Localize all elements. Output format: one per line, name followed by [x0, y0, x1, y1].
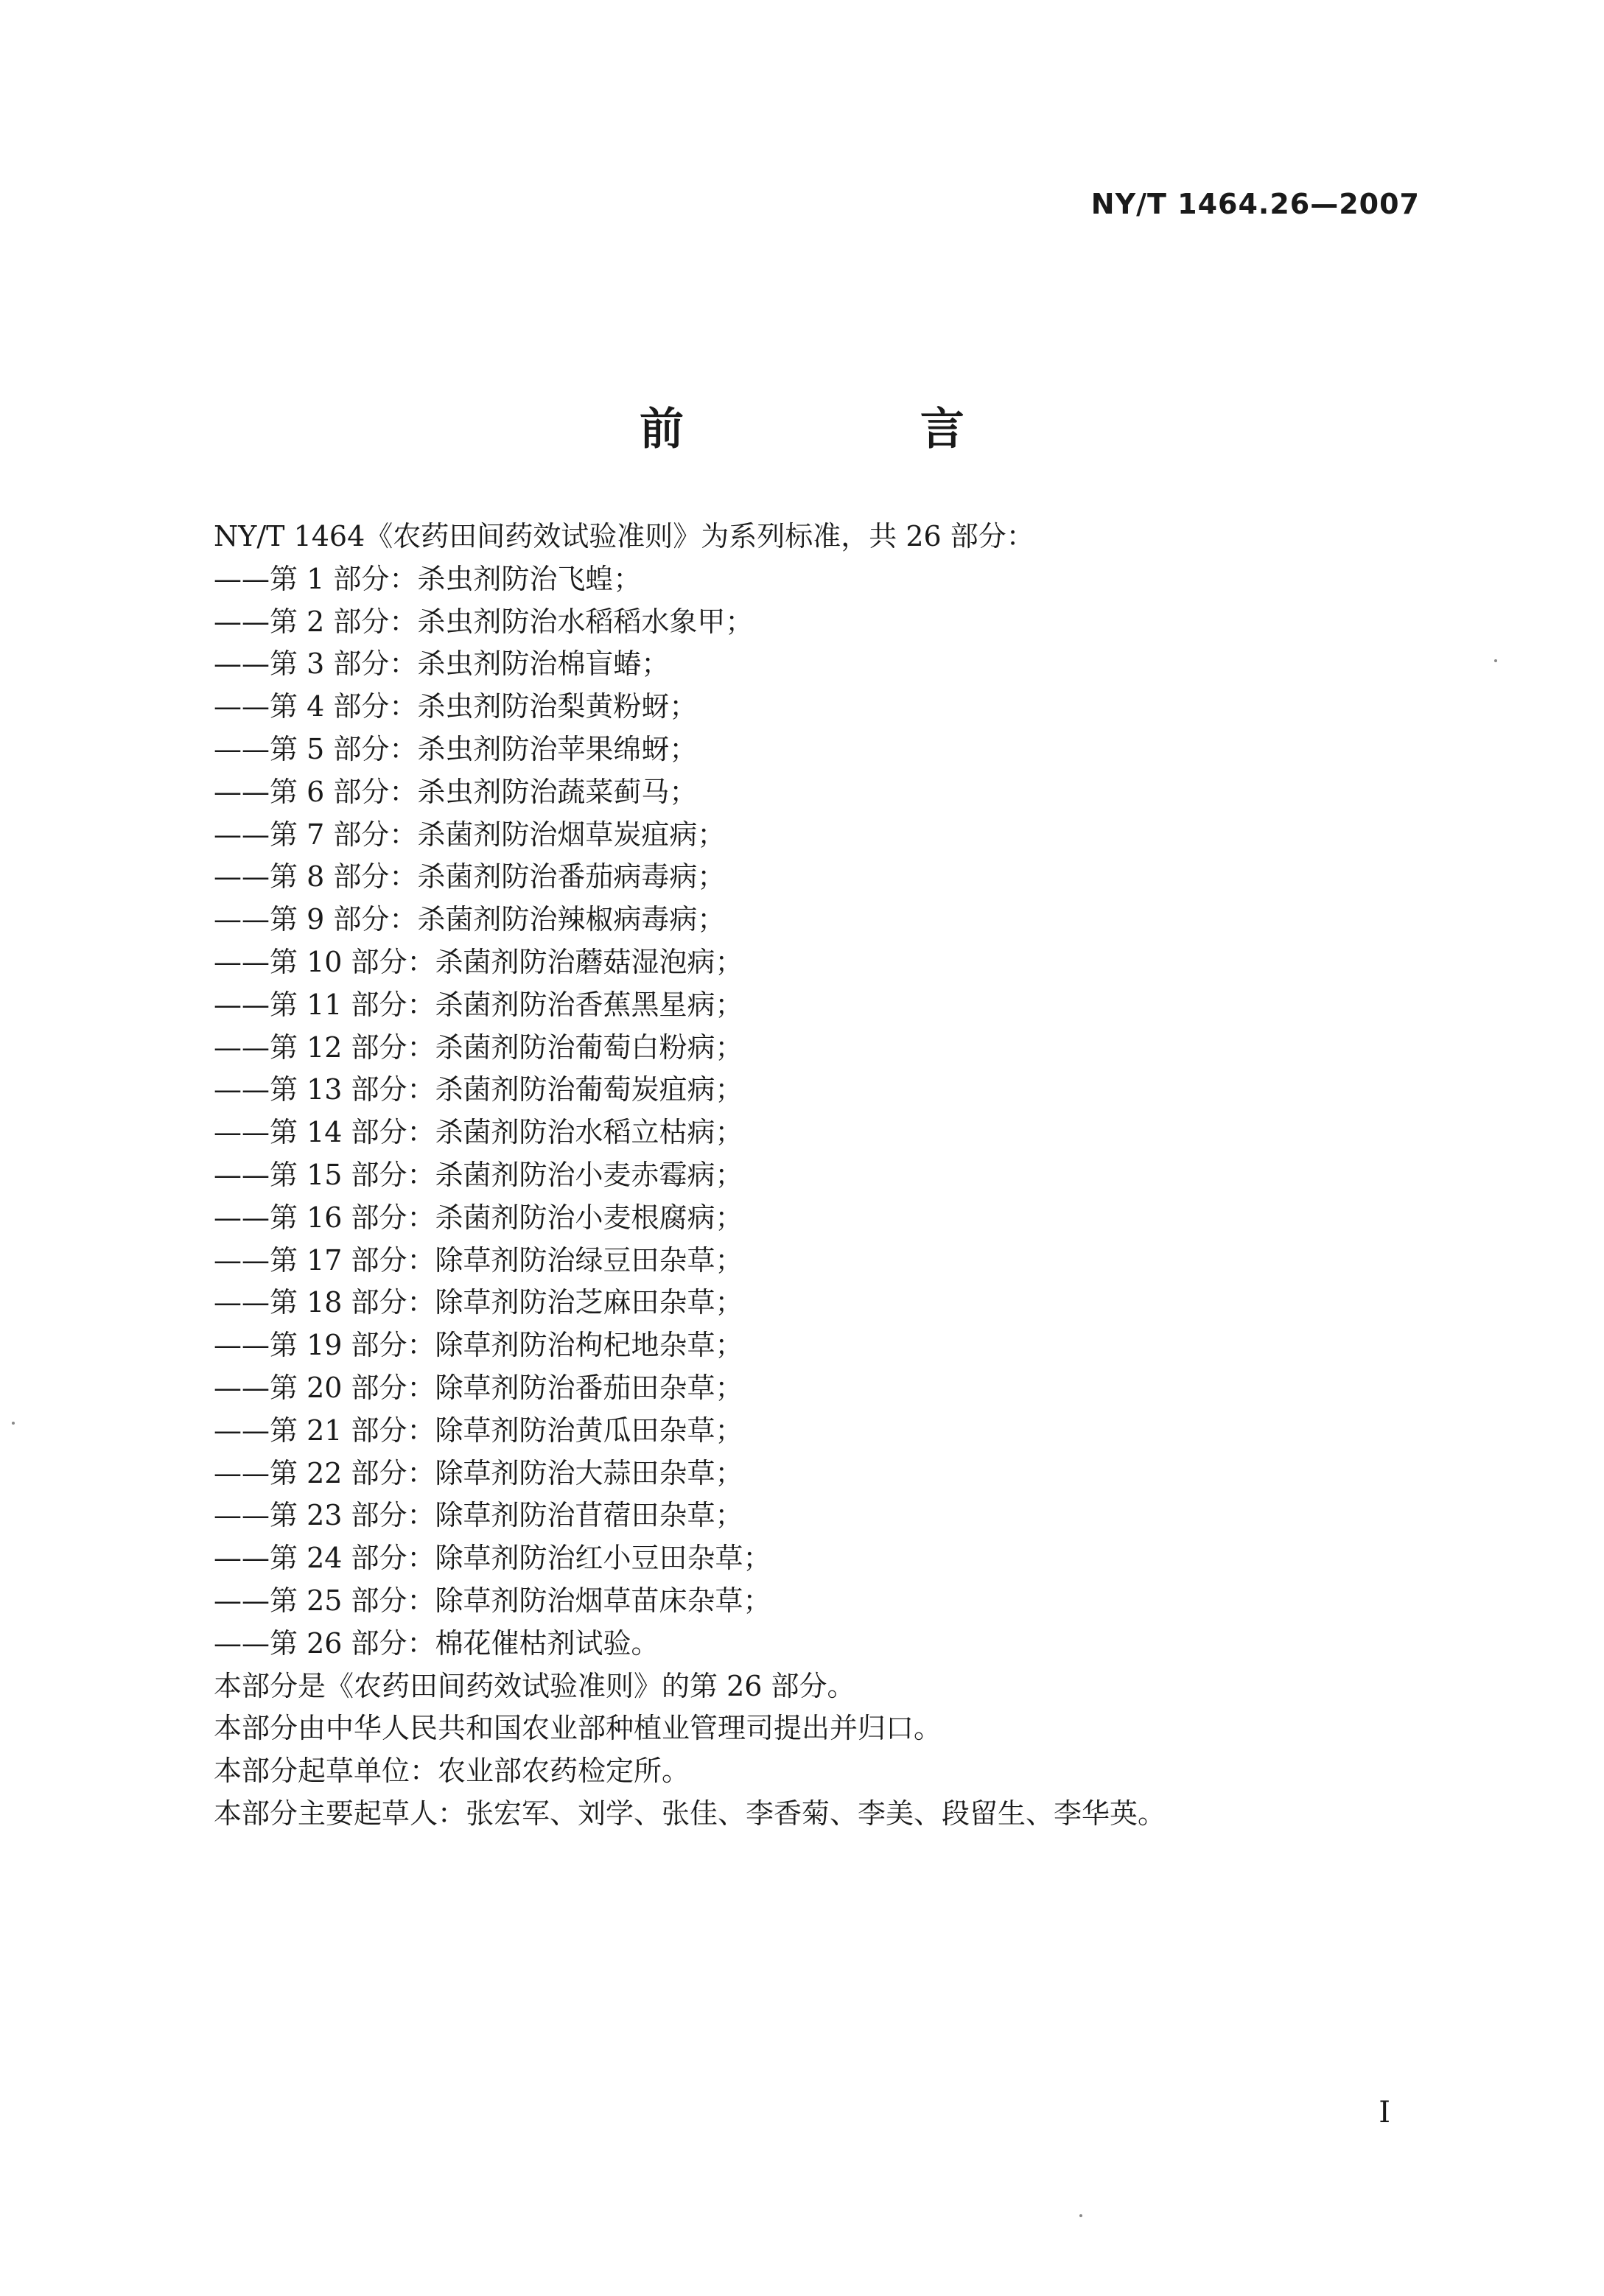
scan-speck — [12, 1422, 15, 1425]
list-item: ——第 16 部分：杀菌剂防治小麦根腐病； — [214, 1201, 743, 1234]
note-line: 本部分起草单位：农业部农药检定所。 — [214, 1755, 690, 1788]
list-item: ——第 15 部分：杀菌剂防治小麦赤霉病； — [214, 1158, 743, 1191]
list-item: ——第 4 部分：杀虫剂防治梨黄粉蚜； — [214, 690, 698, 723]
list-item: ——第 6 部分：杀虫剂防治蔬菜蓟马； — [214, 775, 698, 808]
list-item: ——第 21 部分：除草剂防治黄瓜田杂草； — [214, 1414, 743, 1447]
scan-speck — [1079, 2214, 1082, 2217]
foreword-body — [214, 516, 1429, 1836]
list-item: ——第 2 部分：杀虫剂防治水稻稻水象甲； — [214, 605, 754, 638]
note-line: 本部分是《农药田间药效试验准则》的第 26 部分。 — [214, 1669, 855, 1702]
list-item: ——第 5 部分：杀虫剂防治苹果绵蚜； — [214, 732, 698, 765]
scan-speck — [1494, 659, 1497, 662]
parts-list — [214, 558, 1429, 1665]
note-line: 本部分主要起草人：张宏军、刘学、张佳、李香菊、李美、段留生、李华英。 — [214, 1797, 1166, 1830]
list-item: ——第 3 部分：杀虫剂防治棉盲蝽； — [214, 647, 670, 681]
intro-line: NY/T 1464《农药田间药效试验准则》为系列标准，共 26 部分： — [214, 520, 1034, 552]
list-item: ——第 18 部分：除草剂防治芝麻田杂草； — [214, 1286, 743, 1319]
list-item: ——第 22 部分：除草剂防治大蒜田杂草； — [214, 1456, 743, 1489]
list-item: ——第 20 部分：除草剂防治番茄田杂草； — [214, 1371, 743, 1404]
list-item: ——第 17 部分：除草剂防治绿豆田杂草； — [214, 1243, 743, 1277]
list-item: ——第 26 部分：棉花催枯剂试验。 — [214, 1626, 659, 1660]
list-item: ——第 19 部分：除草剂防治枸杞地杂草； — [214, 1329, 743, 1362]
list-item: ——第 23 部分：除草剂防治苜蓿田杂草； — [214, 1499, 743, 1532]
standard-code: NY/T 1464.26—2007 — [1090, 188, 1420, 220]
note-line: 本部分由中华人民共和国农业部种植业管理司提出并归口。 — [214, 1712, 942, 1745]
list-item: ——第 7 部分：杀菌剂防治烟草炭疽病； — [214, 818, 726, 851]
list-item: ——第 10 部分：杀菌剂防治蘑菇湿泡病； — [214, 945, 743, 978]
list-item: ——第 11 部分：杀菌剂防治香蕉黑星病； — [214, 988, 743, 1021]
list-item: ——第 1 部分：杀虫剂防治飞蝗； — [214, 562, 642, 595]
list-item: ——第 24 部分：除草剂防治红小豆田杂草； — [214, 1542, 771, 1575]
list-item: ——第 9 部分：杀菌剂防治辣椒病毒病； — [214, 903, 726, 936]
list-item: ——第 12 部分：杀菌剂防治葡萄白粉病； — [214, 1031, 743, 1064]
list-item: ——第 14 部分：杀菌剂防治水稻立枯病； — [214, 1116, 743, 1149]
page-title: 前 言 — [640, 404, 1075, 455]
list-item: ——第 8 部分：杀菌剂防治番茄病毒病； — [214, 860, 726, 894]
page-number: I — [1379, 2096, 1390, 2130]
list-item: ——第 13 部分：杀菌剂防治葡萄炭疽病； — [214, 1073, 743, 1106]
list-item: ——第 25 部分：除草剂防治烟草苗床杂草； — [214, 1584, 771, 1617]
